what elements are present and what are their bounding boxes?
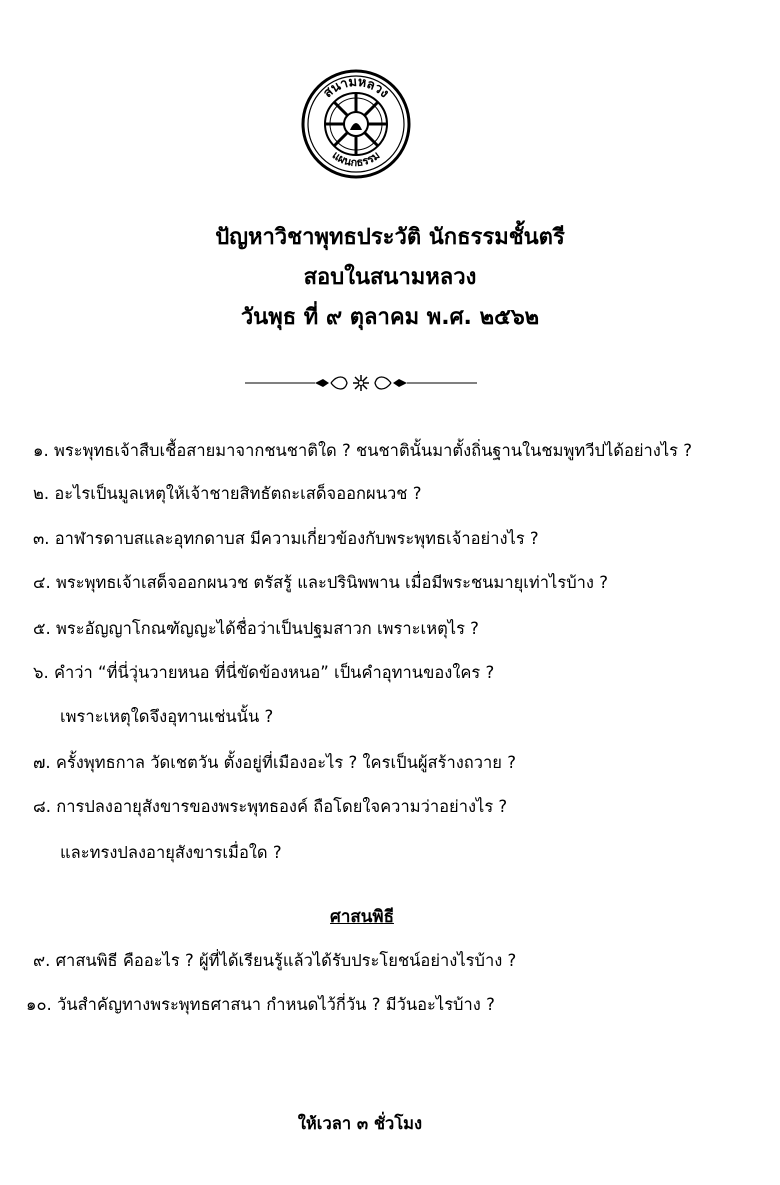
svg-text:แผนกธรรม: แผนกธรรม: [329, 148, 383, 170]
exam-date: วันพุธ ที่ ๙ ตุลาคม พ.ศ. ๒๕๖๒: [240, 305, 540, 330]
question-3: ๓. อาฬารดาบสและอุทกดาบส มีความเกี่ยวข้องกับพระพุทธเจ้าอย่างไร ?: [33, 529, 539, 548]
exam-venue: สอบในสนามหลวง: [303, 265, 477, 290]
question-4: ๔. พระพุทธเจ้าเสด็จออกผนวช ตรัสรู้ และปรินิพพาน เมื่อมีพระชนมายุเท่าไรบ้าง ?: [33, 573, 608, 592]
dharma-wheel-seal-logo: [300, 68, 412, 180]
ornamental-divider: [245, 372, 477, 394]
question-2: ๒. อะไรเป็นมูลเหตุให้เจ้าชายสิทธัตถะเสด็จออกผนวช ?: [33, 484, 422, 503]
section-title-ceremony: ศาสนพิธี: [330, 907, 394, 927]
exam-header: [0, 218, 780, 338]
question-10: ๑๐. วันสำคัญทางพระพุทธศาสนา กำหนดไว้กี่วัน ? มีวันอะไรบ้าง ?: [26, 995, 495, 1014]
svg-text:สนามหลวง: สนามหลวง: [320, 74, 392, 102]
question-7: ๗. ครั้งพุทธกาล วัดเชตวัน ตั้งอยู่ที่เมืองอะไร ? ใครเป็นผู้สร้างถวาย ?: [33, 753, 516, 772]
question-5: ๕. พระอัญญาโกณฑัญญะได้ชื่อว่าเป็นปฐมสาวก เพราะเหตุไร ?: [33, 619, 479, 638]
exam-title: ปัญหาวิชาพุทธประวัติ นักธรรมชั้นตรี: [215, 225, 565, 250]
time-allowed-note: ให้เวลา ๓ ชั่วโมง: [297, 1114, 423, 1133]
question-6: ๖. คำว่า “ที่นี่วุ่นวายหนอ ที่นี่ขัดข้องหนอ” เป็นคำอุทานของใคร ?: [33, 663, 495, 682]
question-1: ๑. พระพุทธเจ้าสืบเชื้อสายมาจากชนชาติใด ? ชนชาตินั้นมาตั้งถิ่นฐานในชมพูทวีปได้อย่างไร ?: [33, 441, 693, 460]
question-6-continuation: เพราะเหตุใดจึงอุทานเช่นนั้น ?: [60, 707, 274, 726]
question-8: ๘. การปลงอายุสังขารของพระพุทธองค์ ถือโดยใจความว่าอย่างไร ?: [33, 797, 508, 816]
question-9: ๙. ศาสนพิธี คืออะไร ? ผู้ที่ได้เรียนรู้แล้วได้รับประโยชน์อย่างไรบ้าง ?: [33, 951, 517, 970]
question-8-continuation: และทรงปลงอายุสังขารเมื่อใด ?: [60, 843, 282, 862]
